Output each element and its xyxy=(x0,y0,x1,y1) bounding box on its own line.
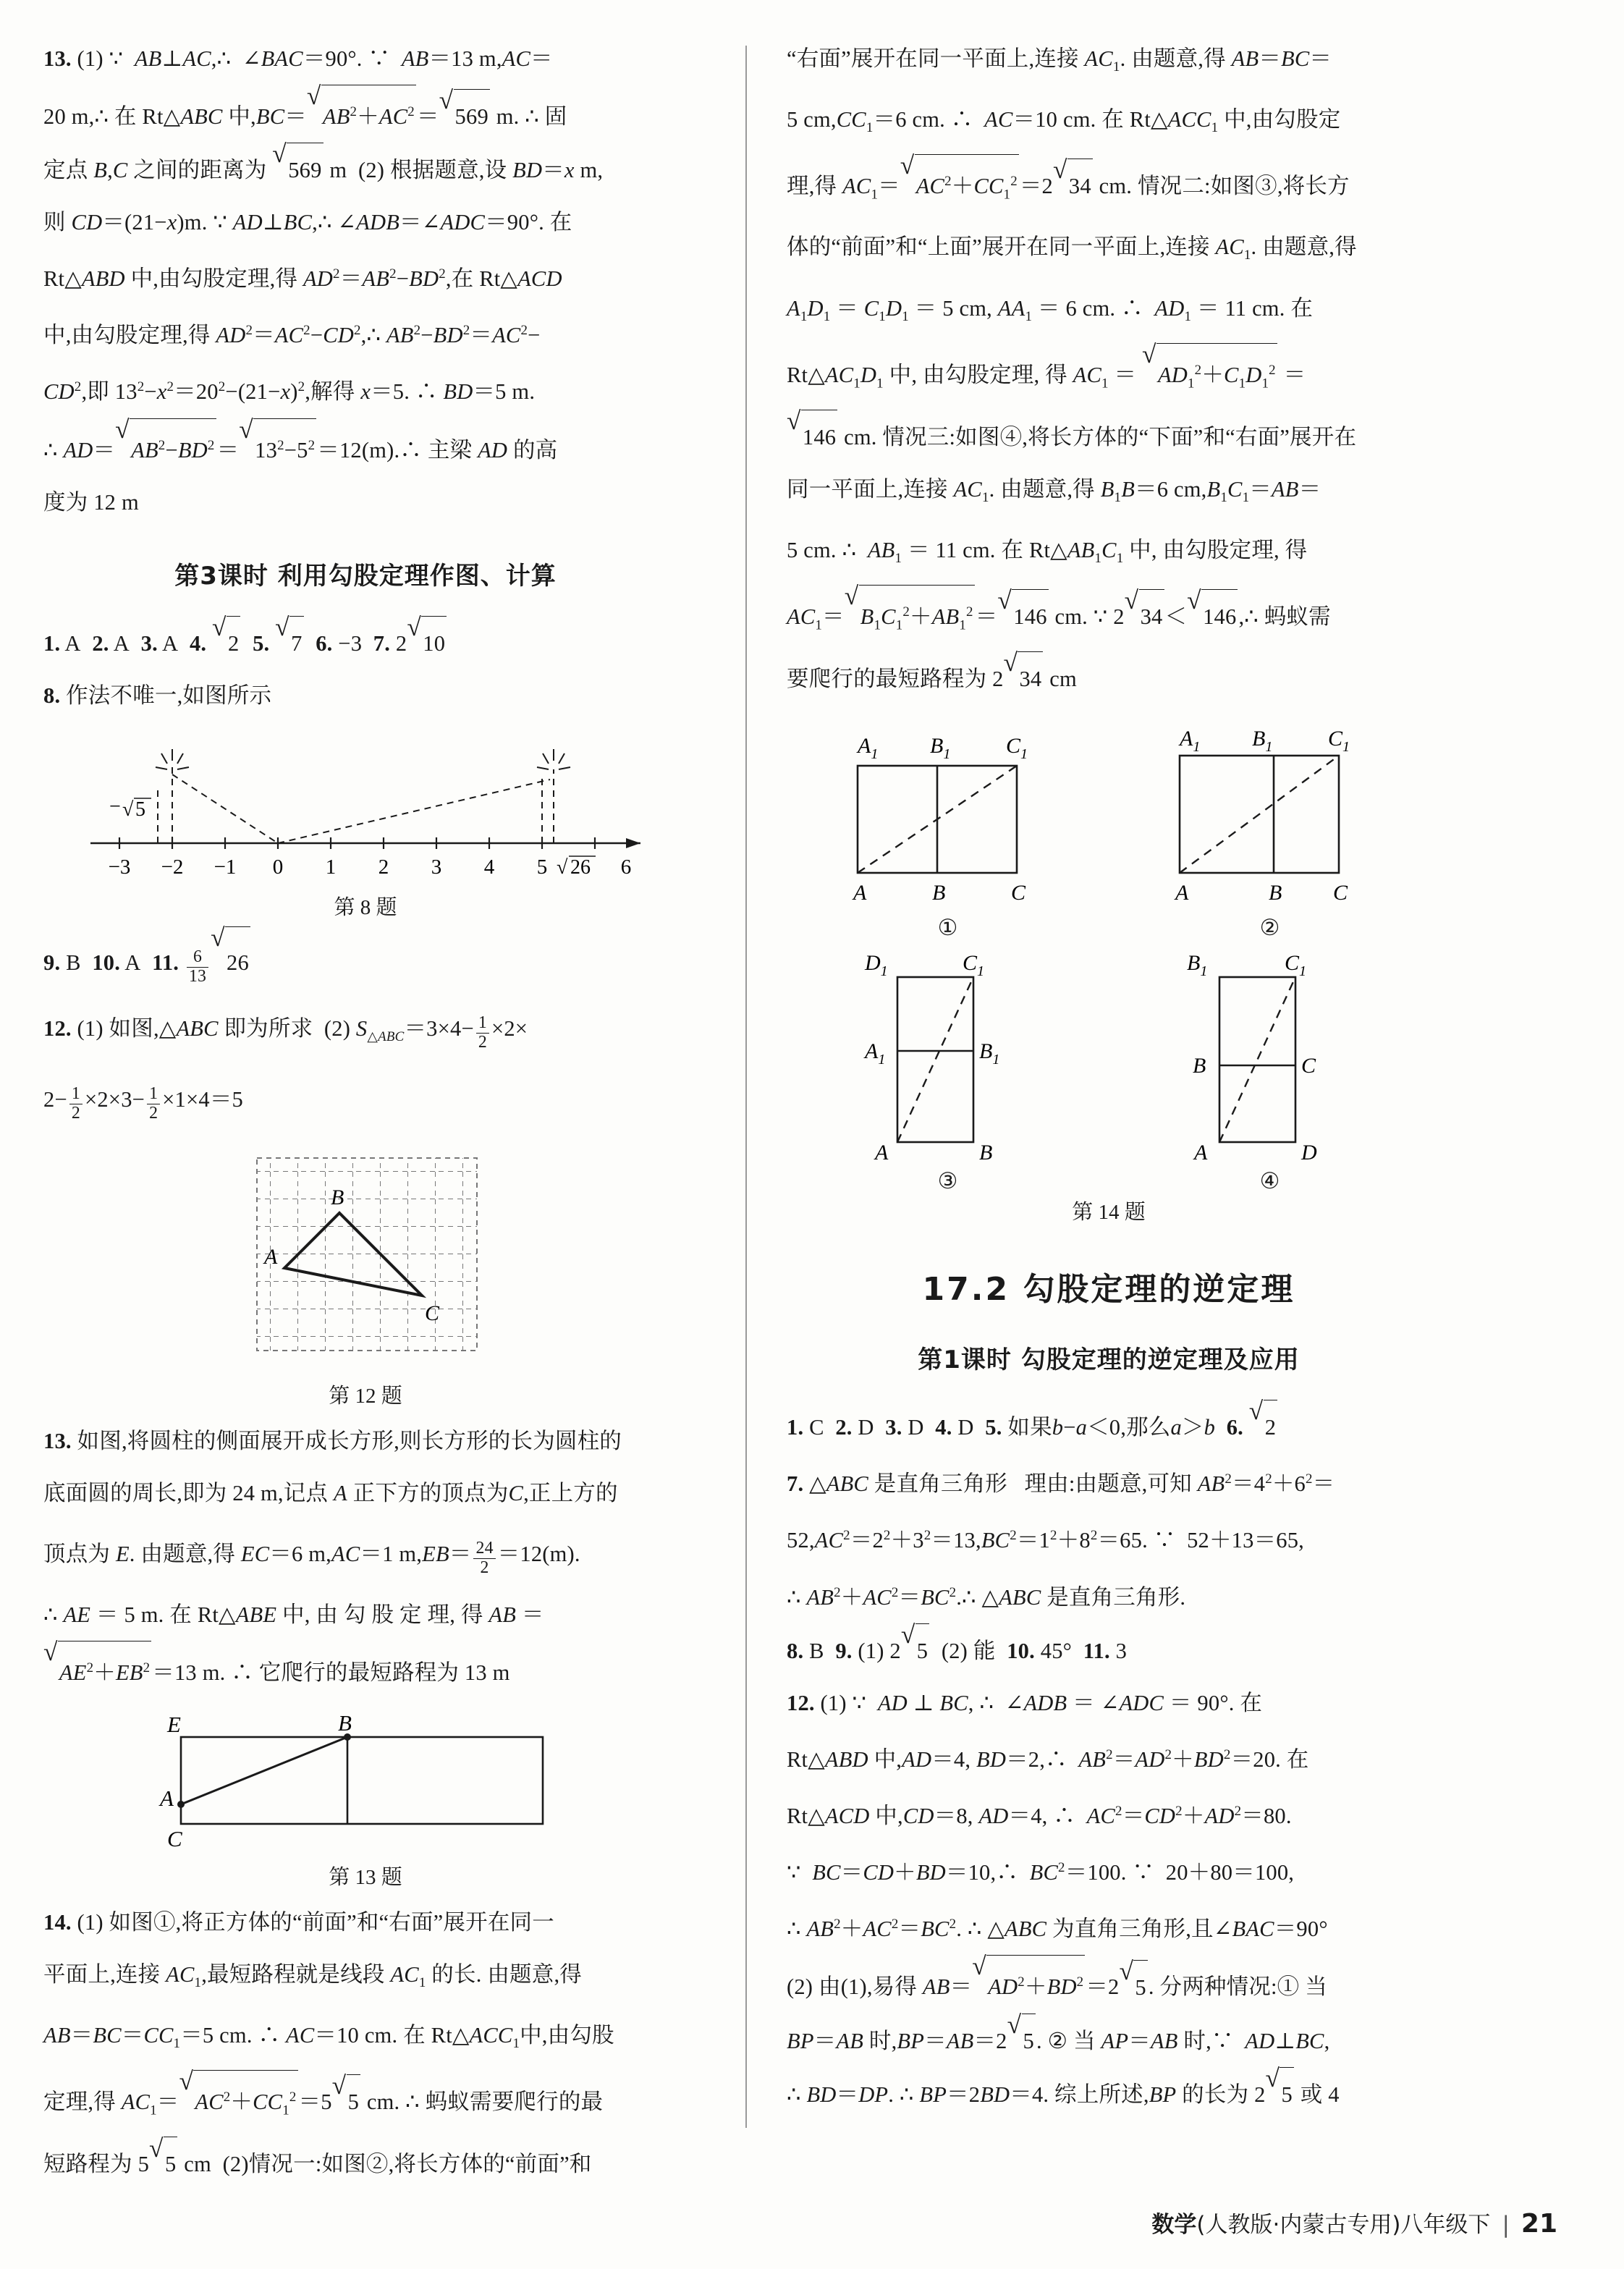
problem-13-cylinder-block xyxy=(43,1415,688,1699)
p13c-line-2: 底面圆的周长,即为 24 m,记点 A 正下方的顶点为C,正上方的 xyxy=(43,1480,618,1505)
p12r-line-7: BP＝AB 时,BP＝AB＝2 √ 5. ② 当 AP＝AB 时,∵ AD⊥BC, xyxy=(787,2014,1431,2067)
section-heading-17-2: 17.2 勾股定理的逆定理 xyxy=(922,1271,1295,1309)
p14-line-3: $AB=BC=CC_1=5$ cm. ∴ AC＝10 cm. 在 $Rt\triangle ACC_1$中,由勾股 xyxy=(43,2023,614,2052)
figure-problem-13 xyxy=(43,1712,688,1890)
problem-13-line-7: $CD^2$,即 $13^2-x^2=20^2-(21-x)^2$,解得 x＝5. ∴ BD＝5 m. xyxy=(43,379,536,405)
svg-text:B1: $B_1$ xyxy=(1186,951,1207,980)
p12r-line-4: ∵ BC＝CD＋BD＝10,∴ $BC^2=100$. ∵ 20＋80＝100, xyxy=(787,1860,1295,1885)
svg-text:A: A xyxy=(874,1141,888,1165)
svg-text:1: 1 xyxy=(325,855,337,879)
answers-1-to-7: 1. A 2. A 3. A 4. √ 2 5. √ 7 6. −3 7. 2 √ 10 xyxy=(43,616,688,669)
p12r-line-6: (2) 由(1),易得 AB＝ √ $AD^2+BD^2=2$ √ 5. 分两种情况:① 当 xyxy=(787,1955,1431,2013)
page-footer xyxy=(0,2206,1624,2239)
svg-text:C: C xyxy=(1301,1054,1316,1078)
problem-13-line-9: 度为 12 m xyxy=(43,489,139,515)
svg-text:B1: $B_1$ xyxy=(978,1039,999,1068)
lesson-heading-lesson1: 第1课时 勾股定理的逆定理及应用 xyxy=(918,1345,1300,1375)
p13c-line-5: √ $AE^2+EB^2=13$ m. ∴ 它爬行的最短路程为 13 m xyxy=(43,1641,688,1699)
figure-14-4-id: ④ xyxy=(1259,1168,1280,1194)
problem-12-line-1: 12. (1) 如图,△ABC 即为所求 (2) $S_{\triangle ABC}=3\times 4-$ $\frac{1}{2}$ ×2× xyxy=(43,1013,528,1052)
figure-8-caption: 第 8 题 xyxy=(334,895,397,919)
p14c-line-7: √ 146 cm. 情况三:如图④,将长方体的“下面”和“右面”展开在 xyxy=(787,410,1431,463)
figure-14-1 xyxy=(829,724,1067,941)
problem-13-line-8: ∴ AD＝ √ $AB^2-BD^2=$ √ $13^2-5^2=12(m).\therefore$ 主梁 AD 的高 xyxy=(43,418,688,476)
svg-text:−: − xyxy=(109,795,121,818)
problem-14-continuation xyxy=(787,33,1431,705)
p13c-line-1: 13. 如图,将圆柱的侧面展开成长方形,则长方形的长为圆柱的 xyxy=(43,1428,622,1453)
svg-text:C: C xyxy=(1010,881,1025,905)
p7-line-3: ∴ $AB^2+AC^2=BC^2.\therefore$ △ABC 是直角三角形. xyxy=(787,1584,1186,1610)
p14c-line-9: 5 cm. ∴ $AB_1 = 11$ cm. 在 $Rt\triangle AB_1C_1$ 中, 由勾股定理, 得 xyxy=(787,537,1308,567)
p12r-line-8: ∴ BD＝DP. ∴ BP＝2BD＝4. 综上所述,BP 的长为 2 √ 5 或 4 xyxy=(787,2067,1431,2121)
figure-14-row-top xyxy=(787,724,1431,941)
svg-text:√: √ xyxy=(122,798,134,821)
svg-text:0: 0 xyxy=(272,855,284,879)
svg-text:4: 4 xyxy=(483,855,495,879)
problem-13-line-3: 定点 B,C 之间的距离为 √ 569 m (2) 根据题意,设 BD＝x m, xyxy=(43,143,688,196)
svg-text:−1: −1 xyxy=(213,855,237,879)
p14-line-1: 14. (1) 如图①,将正方体的“前面”和“右面”展开在同一 xyxy=(43,1910,554,1935)
figure-14-row-bottom xyxy=(787,948,1431,1194)
problem-13-line-6: 中,由勾股定理,得 $AD^2=AC^2-CD^2,\therefore$ $AB^2-BD^2=AC^2-$ xyxy=(43,323,541,348)
svg-text:A: A xyxy=(1175,881,1188,905)
figure-problem-8 xyxy=(43,735,688,921)
figure-problem-12 xyxy=(43,1144,688,1409)
p14c-line-5: $A_1D_1 = C_1D_1 = 5$ cm, $AA_1 = 6$ cm. ∴ $AD_1 = 11$ cm. 在 xyxy=(787,295,1314,324)
svg-text:√: √ xyxy=(557,855,568,879)
svg-text:C1: $C_1$ xyxy=(1005,734,1028,763)
svg-text:D1: $D_1$ xyxy=(864,951,888,980)
svg-text:6: 6 xyxy=(620,855,632,879)
p13c-line-3: 顶点为 E. 由题意,得 EC＝6 m,AC＝1 m,EB＝ $\frac{24}{2}$ ＝12(m). xyxy=(43,1539,580,1577)
svg-text:C: C xyxy=(167,1826,182,1852)
p14c-line-3: 理,得 $AC_1=$ √ $AC^2+CC_1^2=2$ √ 34 cm. 情况二:如图③,将长方 xyxy=(787,154,1431,221)
svg-text:B: B xyxy=(931,881,945,905)
problem-12-line-2: 2− $\frac{1}{2}$ ×2×3− $\frac{1}{2}$ ×1×4＝5 xyxy=(43,1084,244,1123)
svg-text:C1: $C_1$ xyxy=(1284,951,1306,980)
svg-text:A: A xyxy=(160,1786,174,1812)
footer-book-name: 数学 xyxy=(1151,2212,1197,2238)
p12r-line-3: Rt△ACD 中,CD＝8, AD＝4, ∴ $AC^2=CD^2+AD^2=80$. xyxy=(787,1803,1292,1829)
svg-text:C1: $C_1$ xyxy=(962,951,984,980)
svg-text:26: 26 xyxy=(570,855,591,879)
problem-14-block xyxy=(43,1896,688,2190)
svg-text:−2: −2 xyxy=(161,855,184,879)
svg-text:C: C xyxy=(425,1301,440,1325)
svg-text:3: 3 xyxy=(431,855,442,879)
svg-text:A1: $A_1$ xyxy=(857,734,878,763)
p7-line-2: $52,AC^2=2^2+3^2=13,BC^2=1^2+8^2=65$. ∵ 52＋13＝65, xyxy=(787,1528,1305,1553)
svg-text:2: 2 xyxy=(378,855,389,879)
svg-text:C: C xyxy=(1332,881,1348,905)
problem-13-line-2: 20 m,∴ 在 Rt△ABC 中,BC＝ √ $AB^2+AC^2=$ √ 569 m. ∴ 固 xyxy=(43,85,688,143)
problem-13-line-4: 则 CD＝(21−x)m. ∵ AD⊥BC,∴ ∠ADB＝∠ADC＝90°. 在 xyxy=(43,210,572,235)
svg-text:A: A xyxy=(853,881,866,905)
p14c-line-4: 体的“前面”和“上面”展开在同一平面上,连接 $AC_1$. 由题意,得 xyxy=(787,234,1357,263)
footer-divider: | xyxy=(1502,2212,1510,2238)
p7-line-1: 7. △ABC 是直角三角形 理由:由题意,可知 $AB^2=4^2+6^2=$ xyxy=(787,1471,1335,1497)
svg-text:D: D xyxy=(1301,1141,1317,1165)
answers-9-to-11: 9. B 10. A 11. $\frac{6}{13}$ √ 26 xyxy=(43,926,688,997)
svg-text:A1: $A_1$ xyxy=(1179,727,1200,756)
column-divider xyxy=(745,46,747,2128)
problem-13-line-5: Rt△ABD 中,由勾股定理,得 $AD^2=AB^2-BD^2$,在 Rt△ACD xyxy=(43,266,562,292)
svg-text:A: A xyxy=(1193,1141,1207,1165)
p14c-line-1: “右面”展开在同一平面上,连接 $AC_1$. 由题意,得 AB＝BC＝ xyxy=(787,46,1332,75)
problem-13-line-1: 13. (1) ∵ AB⊥AC,∴ ∠BAC＝90°. ∵ AB＝13 m,AC＝ xyxy=(43,46,553,71)
svg-text:E: E xyxy=(167,1712,181,1738)
footer-edition: (人教版·内蒙古专用)八年级下 xyxy=(1196,2212,1491,2238)
answers-1-to-6: 1. C 2. D 3. D 4. D 5. 如果b−a＜0,那么a＞b 6. √ 2 xyxy=(787,1400,1431,1453)
svg-text:B: B xyxy=(338,1712,352,1736)
svg-text:B: B xyxy=(1268,881,1282,905)
figure-14-2 xyxy=(1151,724,1390,941)
svg-text:A1: $A_1$ xyxy=(864,1039,885,1068)
svg-text:B: B xyxy=(978,1141,992,1165)
p12r-line-1: 12. (1) ∵ AD ⊥ BC, ∴ ∠ADB ＝ ∠ADC ＝ 90°. 在 xyxy=(787,1690,1263,1715)
figure-14-3-id: ③ xyxy=(937,1168,958,1194)
figure-14-2-id: ② xyxy=(1259,915,1280,941)
lesson-heading-lesson3: 第3课时 利用勾股定理作图、计算 xyxy=(174,561,557,591)
figure-13-caption: 第 13 题 xyxy=(329,1866,402,1890)
left-column xyxy=(43,33,713,2177)
problem-13-block xyxy=(43,33,688,528)
svg-text:C1: $C_1$ xyxy=(1327,727,1350,756)
figure-14-3 xyxy=(829,948,1067,1194)
figure-14-caption: 第 14 题 xyxy=(1072,1201,1146,1225)
figure-12-caption: 第 12 题 xyxy=(329,1384,402,1408)
svg-text:B1: $B_1$ xyxy=(929,734,950,763)
svg-text:B: B xyxy=(331,1185,344,1209)
figure-14-4 xyxy=(1151,948,1390,1194)
p14c-line-11: 要爬行的最短路程为 2 √ 34 cm xyxy=(787,651,1431,705)
problem-8-text: 8. 作法不唯一,如图所示 xyxy=(43,683,272,708)
p14-line-2: 平面上,连接 $AC_1$,最短路程就是线段 $AC_1$ 的长. 由题意,得 xyxy=(43,1962,582,1991)
p14-line-4: 定理,得 $AC_1=$ √ $AC^2+CC_1^2=5$ √ 5 cm. ∴ 蚂蚁需要爬行的最 xyxy=(43,2070,688,2137)
right-column xyxy=(779,33,1431,2171)
p14c-line-2: 5 $cm,CC_1=6$ cm. ∴ AC＝10 cm. 在 $Rt\triangle ACC_1$ 中,由勾股定 xyxy=(787,107,1341,136)
svg-text:B1: $B_1$ xyxy=(1251,727,1272,756)
problem-12-right-block xyxy=(787,1677,1431,2121)
page-number: 21 xyxy=(1521,2209,1557,2239)
p14c-line-10: $AC_1=$ √ $B_1C_1^2+AB_1^2=$ √ 146 cm. ∵ 2 √ 34＜ √ 146,∴ 蚂蚁需 xyxy=(787,585,1431,651)
figure-14-1-id: ① xyxy=(937,915,958,941)
svg-text:−3: −3 xyxy=(108,855,131,879)
svg-text:5: 5 xyxy=(135,798,145,821)
p14-line-5: 短路程为 5 √ 5 cm (2)情况一:如图②,将长方体的“前面”和 xyxy=(43,2137,688,2190)
svg-text:B: B xyxy=(1192,1054,1206,1078)
svg-text:5: 5 xyxy=(536,855,548,879)
answers-8-to-11: 8. B 9. (1) 2 √ 5 (2) 能 10. 45° 11. 3 xyxy=(787,1623,1431,1677)
p14c-line-8: 同一平面上,连接 $AC_1$. 由题意,得 $B_1B=6$ $cm,B_1C_1=AB=$ xyxy=(787,476,1321,505)
p14c-line-6: $Rt\triangle AC_1D_1$ 中, 由勾股定理, 得 $AC_1$ ＝ √ $AD_1^2+C_1D_1^2$ ＝ xyxy=(787,343,1431,410)
p12r-line-5: ∴ $AB^2+AC^2=BC^2$. ∴ △ABC 为直角三角形,且∠BAC＝90° xyxy=(787,1917,1328,1942)
p12r-line-2: Rt△ABD 中,AD＝4, BD＝2,∴ $AB^2=AD^2+BD^2=20$. 在 xyxy=(787,1746,1309,1772)
svg-text:A: A xyxy=(264,1244,278,1269)
p13c-line-4: ∴ AE ＝ 5 m. 在 Rt△ABE 中, 由 勾 股 定 理, 得 AB ＝ xyxy=(43,1602,544,1627)
